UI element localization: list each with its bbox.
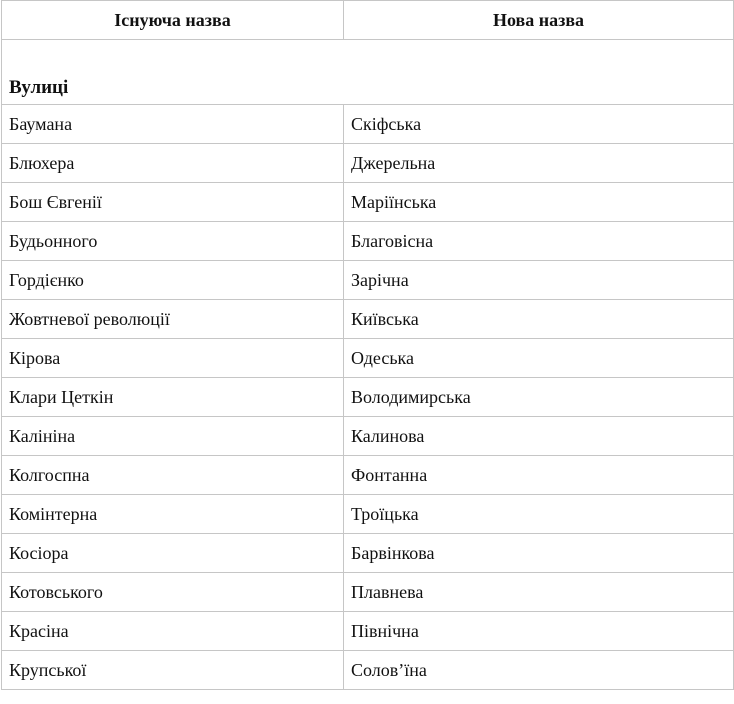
- table-row: [2, 300, 734, 339]
- section-title: Вулиці: [2, 40, 734, 105]
- existing-name-cell: Крупської: [2, 651, 344, 690]
- new-name-cell: Маріїнська: [344, 183, 734, 222]
- column-header-new-name: Нова назва: [344, 1, 734, 40]
- table-row: [2, 144, 734, 183]
- new-name-cell: Джерельна: [344, 144, 734, 183]
- existing-name-cell: Гордієнко: [2, 261, 344, 300]
- table-row: [2, 261, 734, 300]
- existing-name-cell: Жовтневої революції: [2, 300, 344, 339]
- existing-name-cell: Клари Цеткін: [2, 378, 344, 417]
- new-name-cell: Благовісна: [344, 222, 734, 261]
- existing-name-cell: Кірова: [2, 339, 344, 378]
- table-row: [2, 417, 734, 456]
- existing-name-cell: Косіора: [2, 534, 344, 573]
- table-row: [2, 222, 734, 261]
- new-name-cell: Барвінкова: [344, 534, 734, 573]
- table-row: [2, 456, 734, 495]
- new-name-cell: Зарічна: [344, 261, 734, 300]
- street-rename-table: [1, 0, 734, 690]
- existing-name-cell: Будьонного: [2, 222, 344, 261]
- table-row: [2, 534, 734, 573]
- existing-name-cell: Комінтерна: [2, 495, 344, 534]
- table-row: [2, 339, 734, 378]
- table-row: [2, 651, 734, 690]
- new-name-cell: Одеська: [344, 339, 734, 378]
- existing-name-cell: Блюхера: [2, 144, 344, 183]
- new-name-cell: Київська: [344, 300, 734, 339]
- table-row: [2, 378, 734, 417]
- existing-name-cell: Красіна: [2, 612, 344, 651]
- existing-name-cell: Котовського: [2, 573, 344, 612]
- new-name-cell: Північна: [344, 612, 734, 651]
- table-row: [2, 183, 734, 222]
- new-name-cell: Скіфська: [344, 105, 734, 144]
- column-header-existing-name: Існуюча назва: [2, 1, 344, 40]
- section-row-streets: [2, 40, 734, 105]
- table-row: [2, 612, 734, 651]
- table-row: [2, 573, 734, 612]
- new-name-cell: Калинова: [344, 417, 734, 456]
- new-name-cell: Солов’їна: [344, 651, 734, 690]
- new-name-cell: Троїцька: [344, 495, 734, 534]
- existing-name-cell: Колгоспна: [2, 456, 344, 495]
- existing-name-cell: Калініна: [2, 417, 344, 456]
- table-header-row: [2, 1, 734, 40]
- existing-name-cell: Баумана: [2, 105, 344, 144]
- new-name-cell: Плавнева: [344, 573, 734, 612]
- table-row: [2, 495, 734, 534]
- table-row: [2, 105, 734, 144]
- new-name-cell: Фонтанна: [344, 456, 734, 495]
- new-name-cell: Володимирська: [344, 378, 734, 417]
- existing-name-cell: Бош Євгенії: [2, 183, 344, 222]
